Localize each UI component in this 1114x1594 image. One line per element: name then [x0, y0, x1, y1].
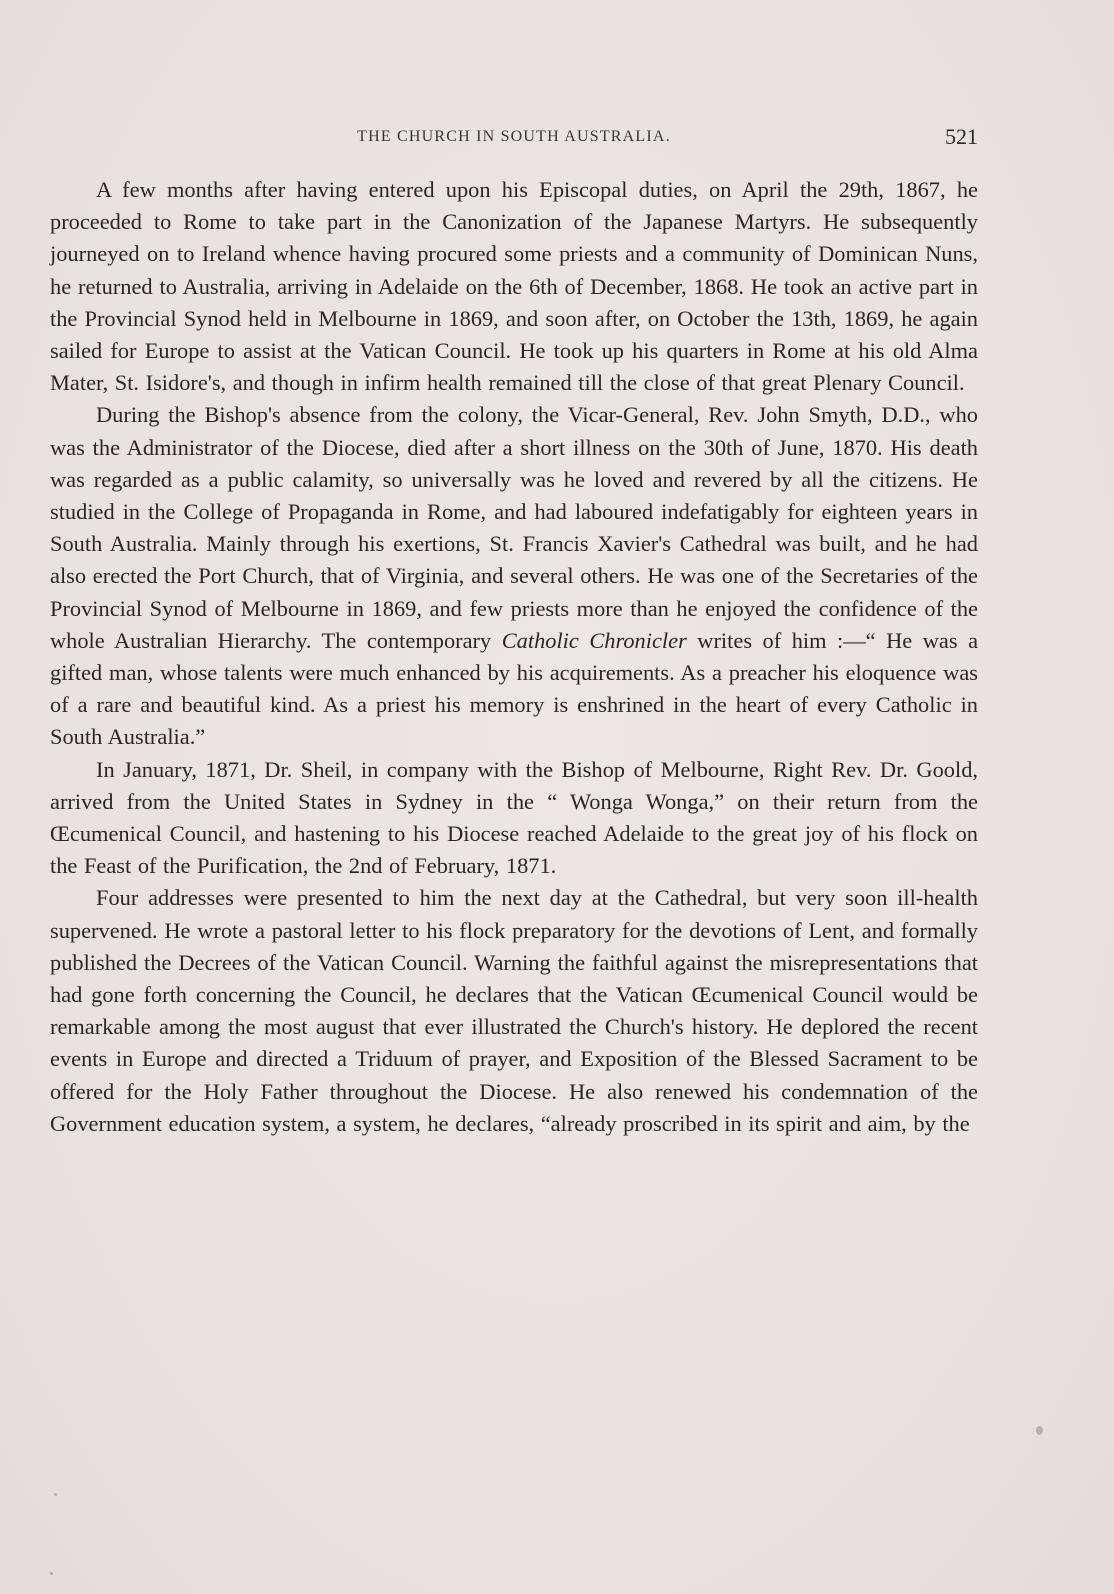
paragraph-2	[50, 399, 978, 753]
paragraph-3: In January, 1871, Dr. Sheil, in company with the Bishop of Melbourne, Right Rev. Dr. Goold, arrived from the United States in Sydney in the “ Wonga Wonga,” on their return from the Œcumenical Council, and hastening to his Diocese reached Adelaide to the great joy of his flock on the Feast of the Purification, the 2nd of February, 1871.	[50, 756, 978, 879]
paper-speck	[1036, 1426, 1043, 1435]
paper-speck	[54, 1493, 57, 1496]
paragraph-2-after: writes of him :—“ He was a gifted man, whose talents were much enhanced by his acquirements. As a preacher his eloquence was of a rare and beautiful kind. As a priest his memory is enshrined in the heart of every Catholic in South Australia.”	[50, 627, 979, 750]
page-number: 521	[945, 124, 978, 149]
paragraph-1: A few months after having entered upon his Episcopal duties, on April the 29th, 1867, he proceeded to Rome to take part in the Canonization of the Japanese Martyrs. He subsequently journeyed on to Ireland whence having procured some priests and a community of Dominican Nuns, he returned to Australia, arriving in Adelaide on the 6th of December, 1868. He took an active part in the Provincial Synod held in Melbourne in 1869, and soon after, on October the 13th, 1869, he again sailed for Europe to assist at the Vatican Council. He took up his quarters in Rome at his old Alma Mater, St. Isidore's, and though in infirm health remained till the close of that great Plenary Council.	[50, 177, 978, 396]
body-text	[50, 174, 978, 1140]
page-header	[50, 124, 978, 154]
running-head: THE CHURCH IN SOUTH AUSTRALIA.	[357, 128, 671, 145]
paragraph-4: Four addresses were presented to him the next day at the Cathedral, but very soon ill-health supervened. He wrote a pastoral letter to his flock preparatory for the devotions of Lent, and formally published the Decrees of the Vatican Council. Warning the faithful against the misrepresentations that had gone forth concerning the Council, he declares that the Vatican Œcumenical Council would be remarkable among the most august that ever illustrated the Church's history. He deplored the recent events in Europe and directed a Triduum of prayer, and Exposition of the Blessed Sacrament to be offered for the Holy Father throughout the Diocese. He also renewed his condemnation of the Government education system, a system, he declares, “already proscribed in its spirit and aim, by the	[50, 885, 978, 1136]
paper-speck	[50, 1572, 53, 1575]
publication-title: Catholic Chronicler	[501, 627, 687, 653]
paragraph-2-before: During the Bishop's absence from the colony, the Vicar-General, Rev. John Smyth, D.D., who was the Administrator of the Diocese, died after a short illness on the 30th of June, 1870. His death was regarded as a public calamity, so universally was he loved and revered by all the citizens. He studied in the College of Propaganda in Rome, and had laboured indefatigably for eighteen years in South Australia. Mainly through his exertions, St. Francis Xavier's Cathedral was built, and he had also erected the Port Church, that of Virginia, and several others. He was one of the Secretaries of the Provincial Synod of Melbourne in 1869, and few priests more than he enjoyed the confidence of the whole Australian Hierarchy. The contemporary	[50, 402, 978, 653]
